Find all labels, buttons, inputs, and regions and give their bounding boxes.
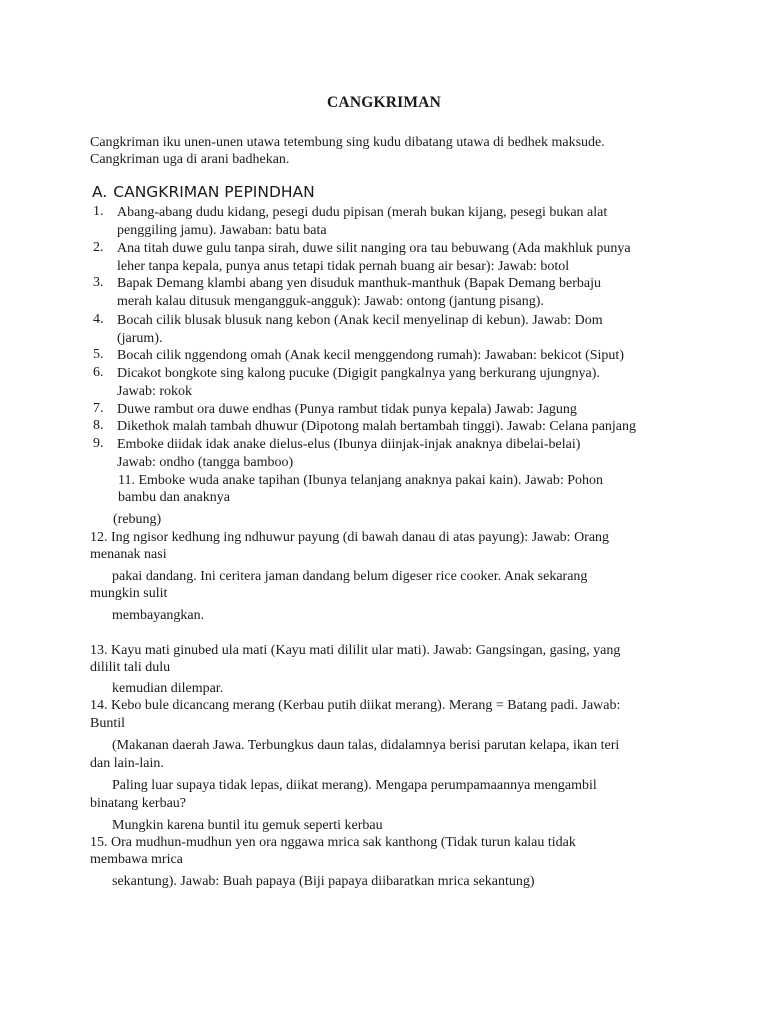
item-line: 11. Emboke wuda anake tapihan (Ibunya telanjang anaknya pakai kain). Jawab: Pohon xyxy=(118,473,604,488)
item-text xyxy=(117,240,677,276)
text-line: membawa mrica xyxy=(90,852,183,867)
item-line: Bapak Demang klambi abang yen disuduk manthuk-manthuk (Bapak Demang berbaju xyxy=(117,276,602,291)
text-line: sekantung). Jawab: Buah papaya (Biji papaya diibaratkan mrica sekantung) xyxy=(112,874,535,889)
item-text xyxy=(117,436,677,472)
text-line: pakai dandang. Ini ceritera jaman dandang belum digeser rice cooker. Anak sekarang xyxy=(112,569,588,584)
item-text xyxy=(117,418,677,436)
text-line: membayangkan. xyxy=(112,608,205,623)
item-number: 3. xyxy=(93,275,104,290)
item-line: Bocah cilik blusak blusuk nang kebon (Anak kecil menyelinap di kebun). Jawab: Dom xyxy=(117,313,603,328)
item-line: Bocah cilik nggendong omah (Anak kecil menggendong rumah): Jawaban: bekicot (Siput) xyxy=(117,348,624,363)
item-line: Jawab: rokok xyxy=(117,384,193,399)
text-line: dililit tali dulu xyxy=(90,660,171,675)
item-number: 9. xyxy=(93,436,104,451)
item-number: 7. xyxy=(93,401,104,416)
item-line: merah kalau ditusuk mengangguk-angguk): Jawab: ontong (jantung pisang). xyxy=(117,294,544,309)
item-line: bambu dan anaknya xyxy=(118,490,230,505)
item-line: Dikethok malah tambah dhuwur (Dipotong malah bertambah tinggi). Jawab: Celana panjang xyxy=(117,419,637,434)
item-text xyxy=(117,312,677,348)
section-title: CANGKRIMAN PEPINDHAN xyxy=(113,183,315,201)
text-line: (rebung) xyxy=(113,512,162,527)
item-line: Dicakot bongkote sing kalong pucuke (Digigit pangkalnya yang berkurang ujungnya). xyxy=(117,366,600,381)
page-title: CANGKRIMAN xyxy=(327,94,441,111)
section-number: A. xyxy=(92,183,108,201)
item-line: Ana titah duwe gulu tanpa sirah, duwe silit nanging ora tau bebuwang (Ada makhluk punya xyxy=(117,241,631,256)
item-number: 1. xyxy=(93,204,104,219)
text-line: kemudian dilempar. xyxy=(112,681,224,696)
text-line: 12. Ing ngisor kedhung ing ndhuwur payung (di bawah danau di atas payung): Jawab: Orang xyxy=(90,530,610,545)
item-text xyxy=(117,275,677,311)
item-line: penggiling jamu). Jawaban: batu bata xyxy=(117,223,327,238)
item-line: Emboke diidak idak anake dielus-elus (Ibunya diinjak-injak anaknya dibelai-belai) xyxy=(117,437,581,452)
item-number: 5. xyxy=(93,347,104,362)
item-line: Abang-abang dudu kidang, pesegi dudu pipisan (merah bukan kijang, pesegi bukan alat xyxy=(117,205,608,220)
item-text xyxy=(117,365,677,401)
item-number: 4. xyxy=(93,312,104,327)
text-line: menanak nasi xyxy=(90,547,167,562)
text-line: (Makanan daerah Jawa. Terbungkus daun talas, didalamnya berisi parutan kelapa, ikan teri xyxy=(112,738,620,753)
text-line: 13. Kayu mati ginubed ula mati (Kayu mati dililit ular mati). Jawab: Gangsingan, gasing, yang xyxy=(90,643,621,658)
item-text xyxy=(117,401,677,419)
item-line: (jarum). xyxy=(117,331,163,346)
item-number: 8. xyxy=(93,418,104,433)
text-line: dan lain-lain. xyxy=(90,756,164,771)
item-line: Jawab: ondho (tangga bamboo) xyxy=(117,455,294,470)
item-number: 6. xyxy=(93,365,104,380)
intro-line: Cangkriman uga di arani badhekan. xyxy=(90,152,290,167)
text-line: mungkin sulit xyxy=(90,586,168,601)
text-line: 15. Ora mudhun-mudhun yen ora nggawa mrica sak kanthong (Tidak turun kalau tidak xyxy=(90,835,576,850)
item-text xyxy=(117,204,677,240)
text-line: Paling luar supaya tidak lepas, diikat merang). Mengapa perumpamaannya mengambil xyxy=(112,778,597,793)
text-line: Buntil xyxy=(90,716,126,731)
intro-paragraph xyxy=(90,134,690,168)
text-line: binatang kerbau? xyxy=(90,796,187,811)
intro-line: Cangkriman iku unen-unen utawa tetembung sing kudu dibatang utawa di bedhek maksude. xyxy=(90,135,605,150)
item-text xyxy=(117,347,677,365)
text-line: 14. Kebo bule dicancang merang (Kerbau putih diikat merang). Merang = Batang padi. Jawab: xyxy=(90,698,621,713)
item-number: 2. xyxy=(93,240,104,255)
item-line: Duwe rambut ora duwe endhas (Punya rambut tidak punya kepala) Jawab: Jagung xyxy=(117,402,577,417)
text-line: Mungkin karena buntil itu gemuk seperti kerbau xyxy=(112,818,383,833)
section-heading xyxy=(92,183,315,201)
item-line: leher tanpa kepala, punya anus tetapi tidak pernah buang air besar): Jawab: botol xyxy=(117,259,570,274)
